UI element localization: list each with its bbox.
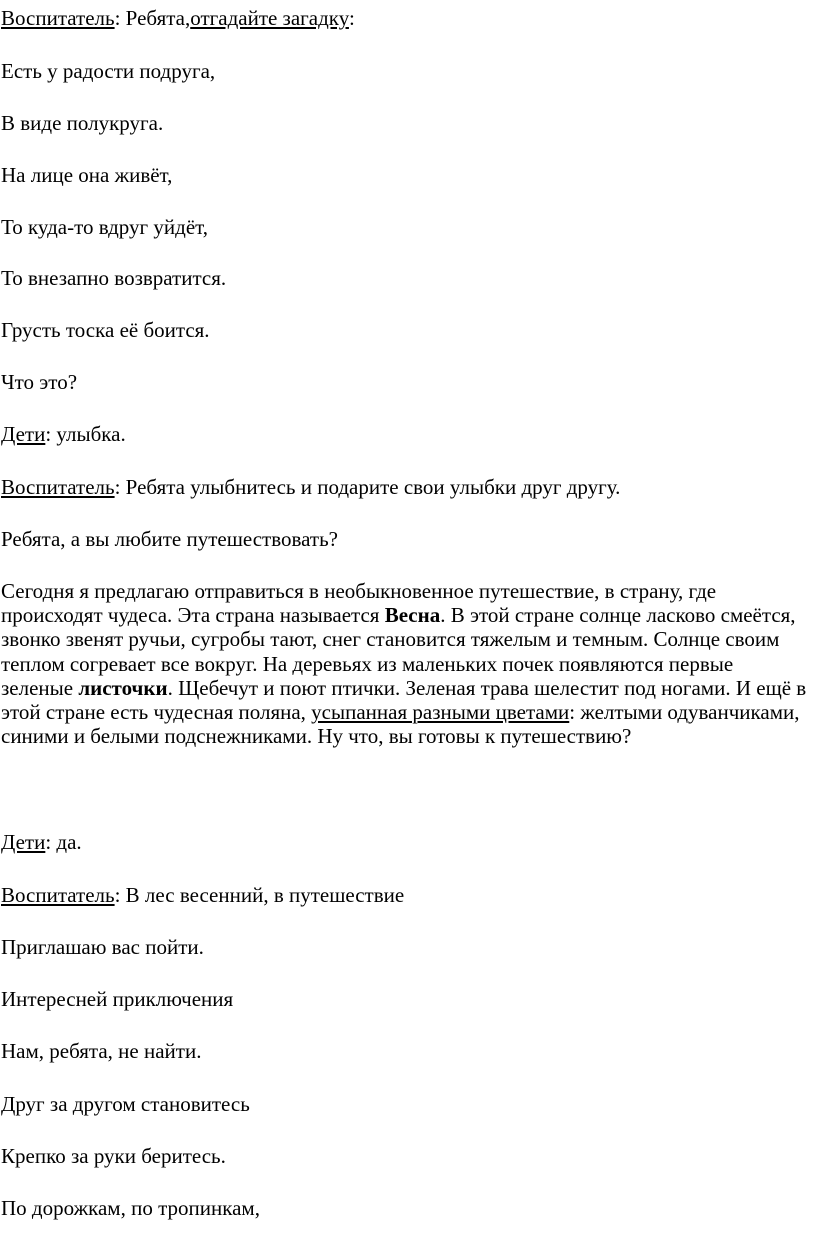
riddle-phrase: отгадайте загадку [190, 6, 349, 30]
poem-line: Крепко за руки беритесь. [1, 1144, 226, 1168]
poem-line: То внезапно возвратится. [1, 266, 227, 290]
speaker-teacher: Воспитатель [1, 6, 115, 30]
text: : В лес весенний, в путешествие [114, 883, 405, 907]
poem-line: Есть у радости подруга, [1, 59, 216, 83]
bold-spring: Весна [384, 603, 441, 628]
paragraph-spring [1, 579, 809, 748]
poem-line: На лице она живёт, [1, 163, 173, 187]
line-question: Ребята, а вы любите путешествовать? [1, 527, 338, 551]
poem-line: В виде полукруга. [1, 111, 164, 135]
text: : да. [45, 830, 82, 854]
line-children-answer [1, 422, 126, 446]
text: Сегодня я предлагаю отправиться в необыкновенное путешествие, в страну, где происходят чудеса. Эта страна называется [1, 579, 717, 628]
line-teacher-smile [1, 475, 620, 499]
text: : Ребята, [114, 6, 191, 30]
poem-line: По дорожкам, по тропинкам, [1, 1196, 260, 1220]
line-children-yes [1, 830, 82, 854]
poem-line: Грусть тоска её боится. [1, 318, 210, 342]
poem-line: Что это? [1, 370, 78, 394]
speaker-children: Дети [1, 422, 46, 446]
text: : желтыми одуванчиками, синими и белыми подснежниками. Ну что, вы готовы к путешествию? [1, 700, 800, 749]
text: : улыбка. [45, 422, 126, 446]
text: : [348, 6, 355, 30]
poem-line: Нам, ребята, не найти. [1, 1039, 202, 1063]
text: : Ребята улыбнитесь и подарите свои улыбки друг другу. [114, 475, 621, 499]
speaker-children: Дети [1, 830, 46, 854]
line-teacher-riddle [1, 6, 355, 30]
text: . В этой стране солнце ласково смеётся, звонко звенят ручьи, сугробы тают, снег становится тяжелым и темным. Солнце своим теплом согревает все вокруг. На деревьях из маленьких почек появляются первые зеленые [1, 603, 796, 700]
speaker-teacher: Воспитатель [1, 883, 115, 907]
line-teacher-forest [1, 883, 404, 907]
poem-line: Интересней приключения [1, 987, 234, 1011]
text: . Щебечут и поют птички. Зеленая трава шелестит под ногами. И ещё в этой стране есть чудесная поляна, [1, 675, 807, 725]
poem-line: То куда-то вдруг уйдёт, [1, 215, 208, 239]
bold-leaves: листочки [78, 675, 168, 700]
poem-line: Друг за другом становитесь [1, 1092, 250, 1116]
poem-line: Приглашаю вас пойти. [1, 935, 204, 959]
speaker-teacher: Воспитатель [1, 475, 115, 499]
underlined-phrase: усыпанная разными цветами [311, 700, 570, 725]
